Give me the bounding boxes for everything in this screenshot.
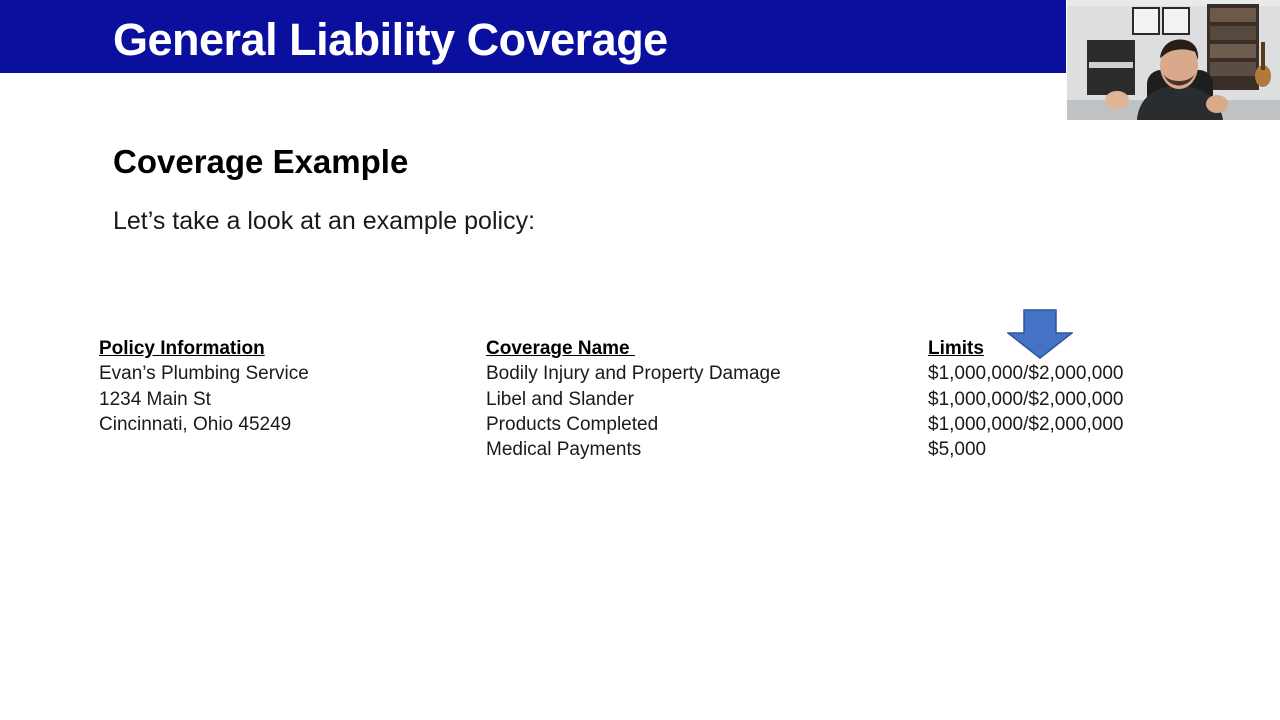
section-heading: Coverage Example bbox=[113, 143, 409, 180]
title-bar bbox=[0, 0, 1066, 73]
coverage-line: Products Completed bbox=[486, 413, 659, 435]
down-arrow-icon bbox=[1007, 309, 1073, 359]
limit-line: $1,000,000/$2,000,000 bbox=[928, 388, 1124, 410]
coverage-line: Bodily Injury and Property Damage bbox=[486, 363, 781, 385]
policy-information-header: Policy Information bbox=[99, 338, 265, 359]
coverage-line: Medical Payments bbox=[486, 439, 642, 461]
coverage-line: Libel and Slander bbox=[486, 388, 634, 410]
limit-line: $1,000,000/$2,000,000 bbox=[928, 363, 1124, 385]
limit-line: $1,000,000/$2,000,000 bbox=[928, 413, 1124, 435]
policy-line: Evan’s Plumbing Service bbox=[99, 363, 309, 385]
limit-line: $5,000 bbox=[928, 439, 987, 461]
presenter-webcam bbox=[1067, 0, 1280, 120]
policy-information-column bbox=[99, 336, 309, 437]
intro-text: Let’s take a look at an example policy: bbox=[113, 207, 536, 235]
slide-title: General Liability Coverage bbox=[113, 14, 668, 65]
limits-header: Limits bbox=[928, 338, 984, 359]
policy-line: Cincinnati, Ohio 45249 bbox=[99, 413, 292, 435]
policy-line: 1234 Main St bbox=[99, 388, 211, 410]
coverage-name-column bbox=[486, 336, 781, 462]
coverage-name-header: Coverage Name bbox=[486, 338, 635, 359]
presenter-video-frame bbox=[1067, 0, 1280, 120]
